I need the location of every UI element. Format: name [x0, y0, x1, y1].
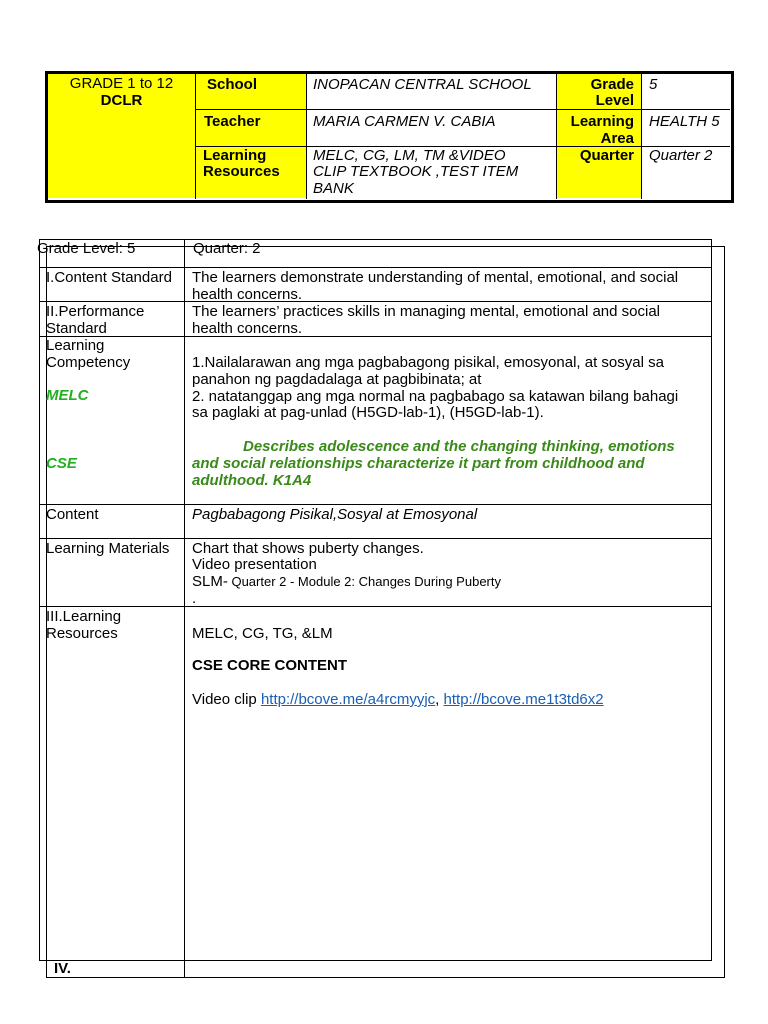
content-standard-label: I.Content Standard [46, 269, 172, 286]
grade-level-value: 5 [649, 76, 658, 93]
teacher-value: MARIA CARMEN V. CABIA [313, 113, 496, 130]
content-label: Content [46, 506, 99, 523]
competency-text-3: 2. natatanggap ang mga normal na pagbabago sa katawan bilang bahagi [192, 388, 679, 405]
cse-text-3: adulthood. K1A4 [192, 472, 312, 489]
content-value: Pagbabagong Pisikal,Sosyal at Emosyonal [192, 506, 478, 523]
cse-text-1: Describes adolescence and the changing thinking, emotions [243, 438, 675, 455]
materials-text-4: . [192, 590, 197, 607]
materials-text-1: Chart that shows puberty changes. [192, 540, 424, 557]
quarter-value: Quarter 2 [649, 147, 713, 164]
school-value: INOPACAN CENTRAL SCHOOL [313, 76, 532, 93]
grade-subtitle: DCLR [100, 92, 143, 109]
competency-label-2: Competency [46, 354, 131, 371]
performance-label-1: II.Performance [46, 303, 145, 320]
competency-text-2: panahon ng pagdadalaga at pagbibinata; at [192, 371, 482, 388]
section-iv-label: IV. [54, 960, 71, 977]
materials-text-2: Video presentation [192, 556, 317, 573]
resources-label-2: Resources [46, 625, 118, 642]
resources-text-1: MELC, CG, TG, &LM [192, 625, 333, 642]
performance-text-2: health concerns. [192, 320, 303, 337]
materials-slm-prefix: SLM- [192, 573, 228, 590]
learning-area-label-2: Area [600, 130, 634, 147]
materials-slm-text: Quarter 2 - Module 2: Changes During Puberty [227, 574, 501, 589]
materials-text-3 [192, 573, 501, 590]
learning-area-value: HEALTH 5 [649, 113, 720, 130]
cse-core-content: CSE CORE CONTENT [192, 657, 348, 674]
resources-value-3: BANK [313, 180, 354, 197]
competency-label-1: Learning [46, 337, 105, 354]
quarter-label: Quarter [579, 147, 634, 164]
resources-value-2: CLIP TEXTBOOK ,TEST ITEM [313, 163, 519, 180]
melc-label: MELC [46, 387, 89, 404]
link-separator: , [435, 691, 444, 708]
resources-label-2: Resources [203, 163, 280, 180]
grade-title: GRADE 1 to 12 [69, 75, 174, 92]
performance-text-1: The learners’ practices skills in managing mental, emotional and social [192, 303, 661, 320]
performance-label-2: Standard [46, 320, 107, 337]
grade-level-label-2: Level [595, 92, 634, 109]
resources-label-1: Learning [203, 147, 267, 164]
video-clip-label: Video clip [192, 691, 261, 708]
teacher-label: Teacher [204, 113, 261, 130]
school-label: School [207, 76, 258, 93]
competency-text-1: 1.Nailalarawan ang mga pagbabagong pisikal, emosyonal, at sosyal sa [192, 354, 664, 371]
content-standard-text-1: The learners demonstrate understanding of mental, emotional, and social [192, 269, 679, 286]
content-standard-text-2: health concerns. [192, 286, 303, 303]
video-clip-line [192, 691, 604, 708]
video-link-1[interactable]: http://bcove.me/a4rcmyyjc [260, 691, 436, 708]
cse-text-2: and social relationships characterize it part from childhood and [192, 455, 645, 472]
cse-label: CSE [46, 455, 77, 472]
quarter: Quarter: 2 [193, 240, 261, 257]
resources-value-1: MELC, CG, LM, TM &VIDEO [313, 147, 506, 164]
competency-text-4: sa paglaki at pag-unlad (H5GD-lab-1), (H5GD-lab-1). [192, 404, 544, 421]
grade-level-label-1: Grade [590, 76, 634, 93]
materials-label: Learning Materials [46, 540, 170, 557]
grade-level: Grade Level: 5 [37, 240, 136, 257]
resources-label-1: III.Learning [46, 608, 122, 625]
video-link-2[interactable]: http://bcove.me1t3td6x2 [443, 691, 604, 708]
learning-area-label-1: Learning [570, 113, 634, 130]
